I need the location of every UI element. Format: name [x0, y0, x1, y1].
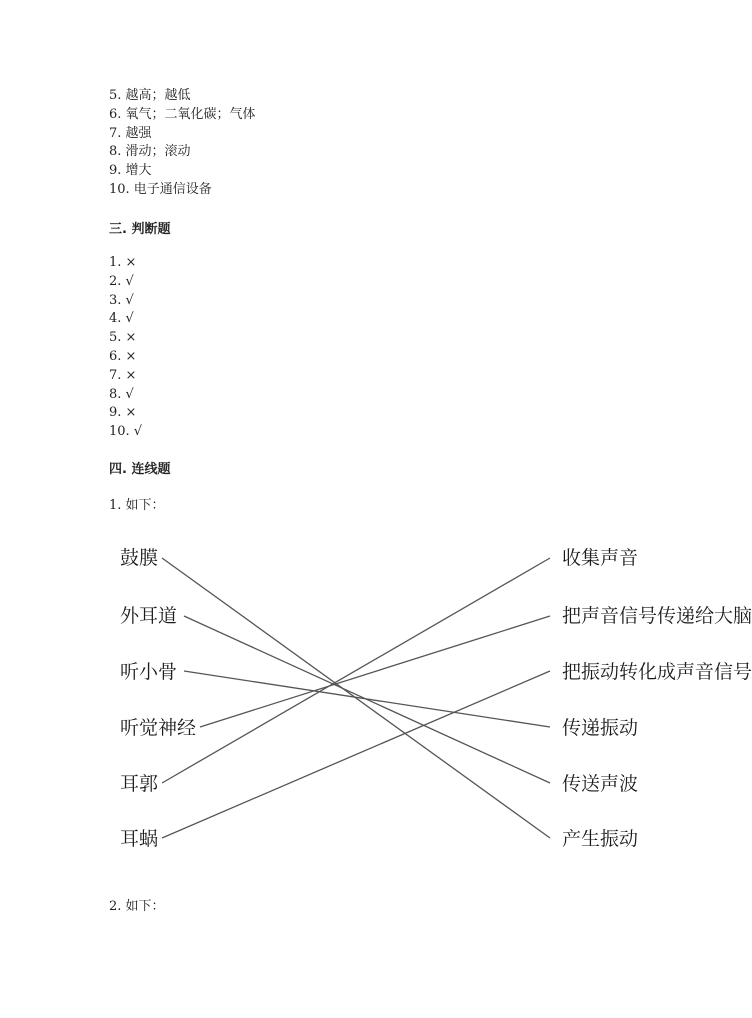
connection-line: [200, 616, 550, 727]
fill-answer-7: 7. 越强: [109, 125, 152, 141]
left-item-auditory-nerve: 听觉神经: [120, 717, 197, 739]
left-item-auricle: 耳郭: [120, 773, 159, 795]
right-item-collect-sound: 收集声音: [562, 547, 639, 569]
connection-line: [162, 558, 550, 838]
judge-answer-7: 7. ×: [109, 367, 137, 383]
section-title-matching: 四. 连线题: [109, 462, 171, 477]
left-item-ossicles: 听小骨: [120, 661, 178, 683]
right-item-convert-vibration: 把振动转化成声音信号: [562, 661, 752, 683]
left-item-cochlea: 耳蜗: [120, 828, 159, 850]
judge-answer-1: 1. ×: [109, 255, 137, 270]
connection-line: [162, 671, 550, 838]
judge-answer-10: 10. √: [109, 424, 143, 440]
matching-q2-label: 2. 如下：: [109, 899, 165, 914]
fill-answer-8: 8. 滑动；滚动: [109, 144, 191, 160]
fill-answer-5: 5. 越高；越低: [109, 88, 191, 103]
judge-answer-5: 5. ×: [109, 330, 137, 346]
right-item-transmit-to-brain: 把声音信号传递给大脑: [562, 605, 752, 627]
fill-answers-list: [109, 87, 256, 200]
connection-line: [162, 558, 550, 783]
fill-answer-10: 10. 电子通信设备: [109, 181, 212, 197]
judge-answer-8: 8. √: [109, 386, 134, 402]
left-item-eardrum: 鼓膜: [120, 547, 159, 569]
judgement-answers-list: [109, 254, 142, 442]
fill-answer-9: 9. 增大: [109, 163, 152, 179]
judge-answer-6: 6. ×: [109, 348, 137, 364]
right-item-transmit-sound-wave: 传送声波: [562, 773, 639, 795]
section-title-judgement: 三. 判断题: [109, 222, 171, 237]
matching-diagram: [0, 530, 752, 870]
judge-answer-3: 3. √: [109, 292, 134, 308]
matching-lines: [0, 530, 720, 870]
judge-answer-4: 4. √: [109, 311, 134, 327]
right-item-produce-vibration: 产生振动: [562, 828, 639, 850]
connection-line: [184, 671, 550, 727]
judge-answer-2: 2. √: [109, 273, 134, 289]
left-item-ear-canal: 外耳道: [120, 605, 178, 627]
fill-answer-6: 6. 氧气；二氧化碳；气体: [109, 106, 256, 122]
judge-answer-9: 9. ×: [109, 405, 137, 421]
right-item-transmit-vibration: 传递振动: [562, 717, 639, 739]
matching-q1-label: 1. 如下：: [109, 498, 165, 513]
